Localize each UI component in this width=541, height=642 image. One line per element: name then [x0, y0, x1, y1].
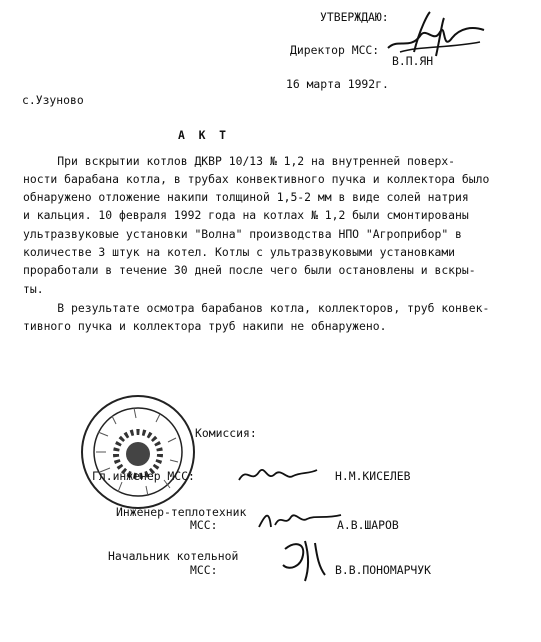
commission-label: Комиссия:: [195, 426, 257, 440]
member-title: Гл.инженер МСС:: [92, 469, 195, 483]
director-title: Директор МСС:: [290, 43, 380, 57]
body-line: обнаружено отложение накипи толщиной 1,5-2 мм в виде солей натрия: [23, 190, 469, 204]
body-line: ты.: [23, 282, 44, 296]
body-line: При вскрытии котлов ДКВР 10/13 № 1,2 на внутренней поверх-: [23, 154, 456, 168]
place-name: с.Узуново: [22, 93, 84, 107]
document-date: 16 марта 1992г.: [286, 77, 389, 91]
member-name: А.В.ШАРОВ: [337, 518, 399, 532]
round-stamp: [78, 392, 198, 512]
director-signature: [380, 8, 490, 63]
director-name: В.П.ЯН: [392, 54, 434, 68]
member-signature: [255, 505, 345, 535]
member-title-line: Начальник котельной: [108, 549, 239, 563]
member-name: В.В.ПОНОМАРЧУК: [335, 563, 432, 577]
member-title-line: Инженер-теплотехник: [116, 505, 247, 519]
conclusion-line: тивного пучка и коллектора труб накипи не обнаружено.: [23, 319, 387, 333]
member-signature: [275, 535, 335, 585]
body-line: ности барабана котла, в трубах конвективного пучка и коллектора было: [23, 172, 490, 186]
body-line: ультразвуковые установки "Волна" производства НПО "Агроприбор" в: [23, 227, 462, 241]
body-line: проработали в течение 30 дней после чего были остановлены и вскры-: [23, 263, 476, 277]
member-signature: [235, 458, 320, 488]
body-line: и кальция. 10 февраля 1992 года на котлах № 1,2 были смонтированы: [23, 208, 469, 222]
member-title-line: МСС:: [190, 563, 218, 577]
member-title-line: МСС:: [190, 518, 218, 532]
body-line: количестве 3 штук на котел. Котлы с ультразвуковыми установками: [23, 245, 456, 259]
document-title: А К Т: [178, 128, 227, 142]
member-name: Н.М.КИСЕЛЕВ: [335, 469, 411, 483]
approval-label: УТВЕРЖДАЮ:: [320, 10, 389, 24]
conclusion-line: В результате осмотра барабанов котла, коллекторов, труб конвек-: [23, 301, 490, 315]
